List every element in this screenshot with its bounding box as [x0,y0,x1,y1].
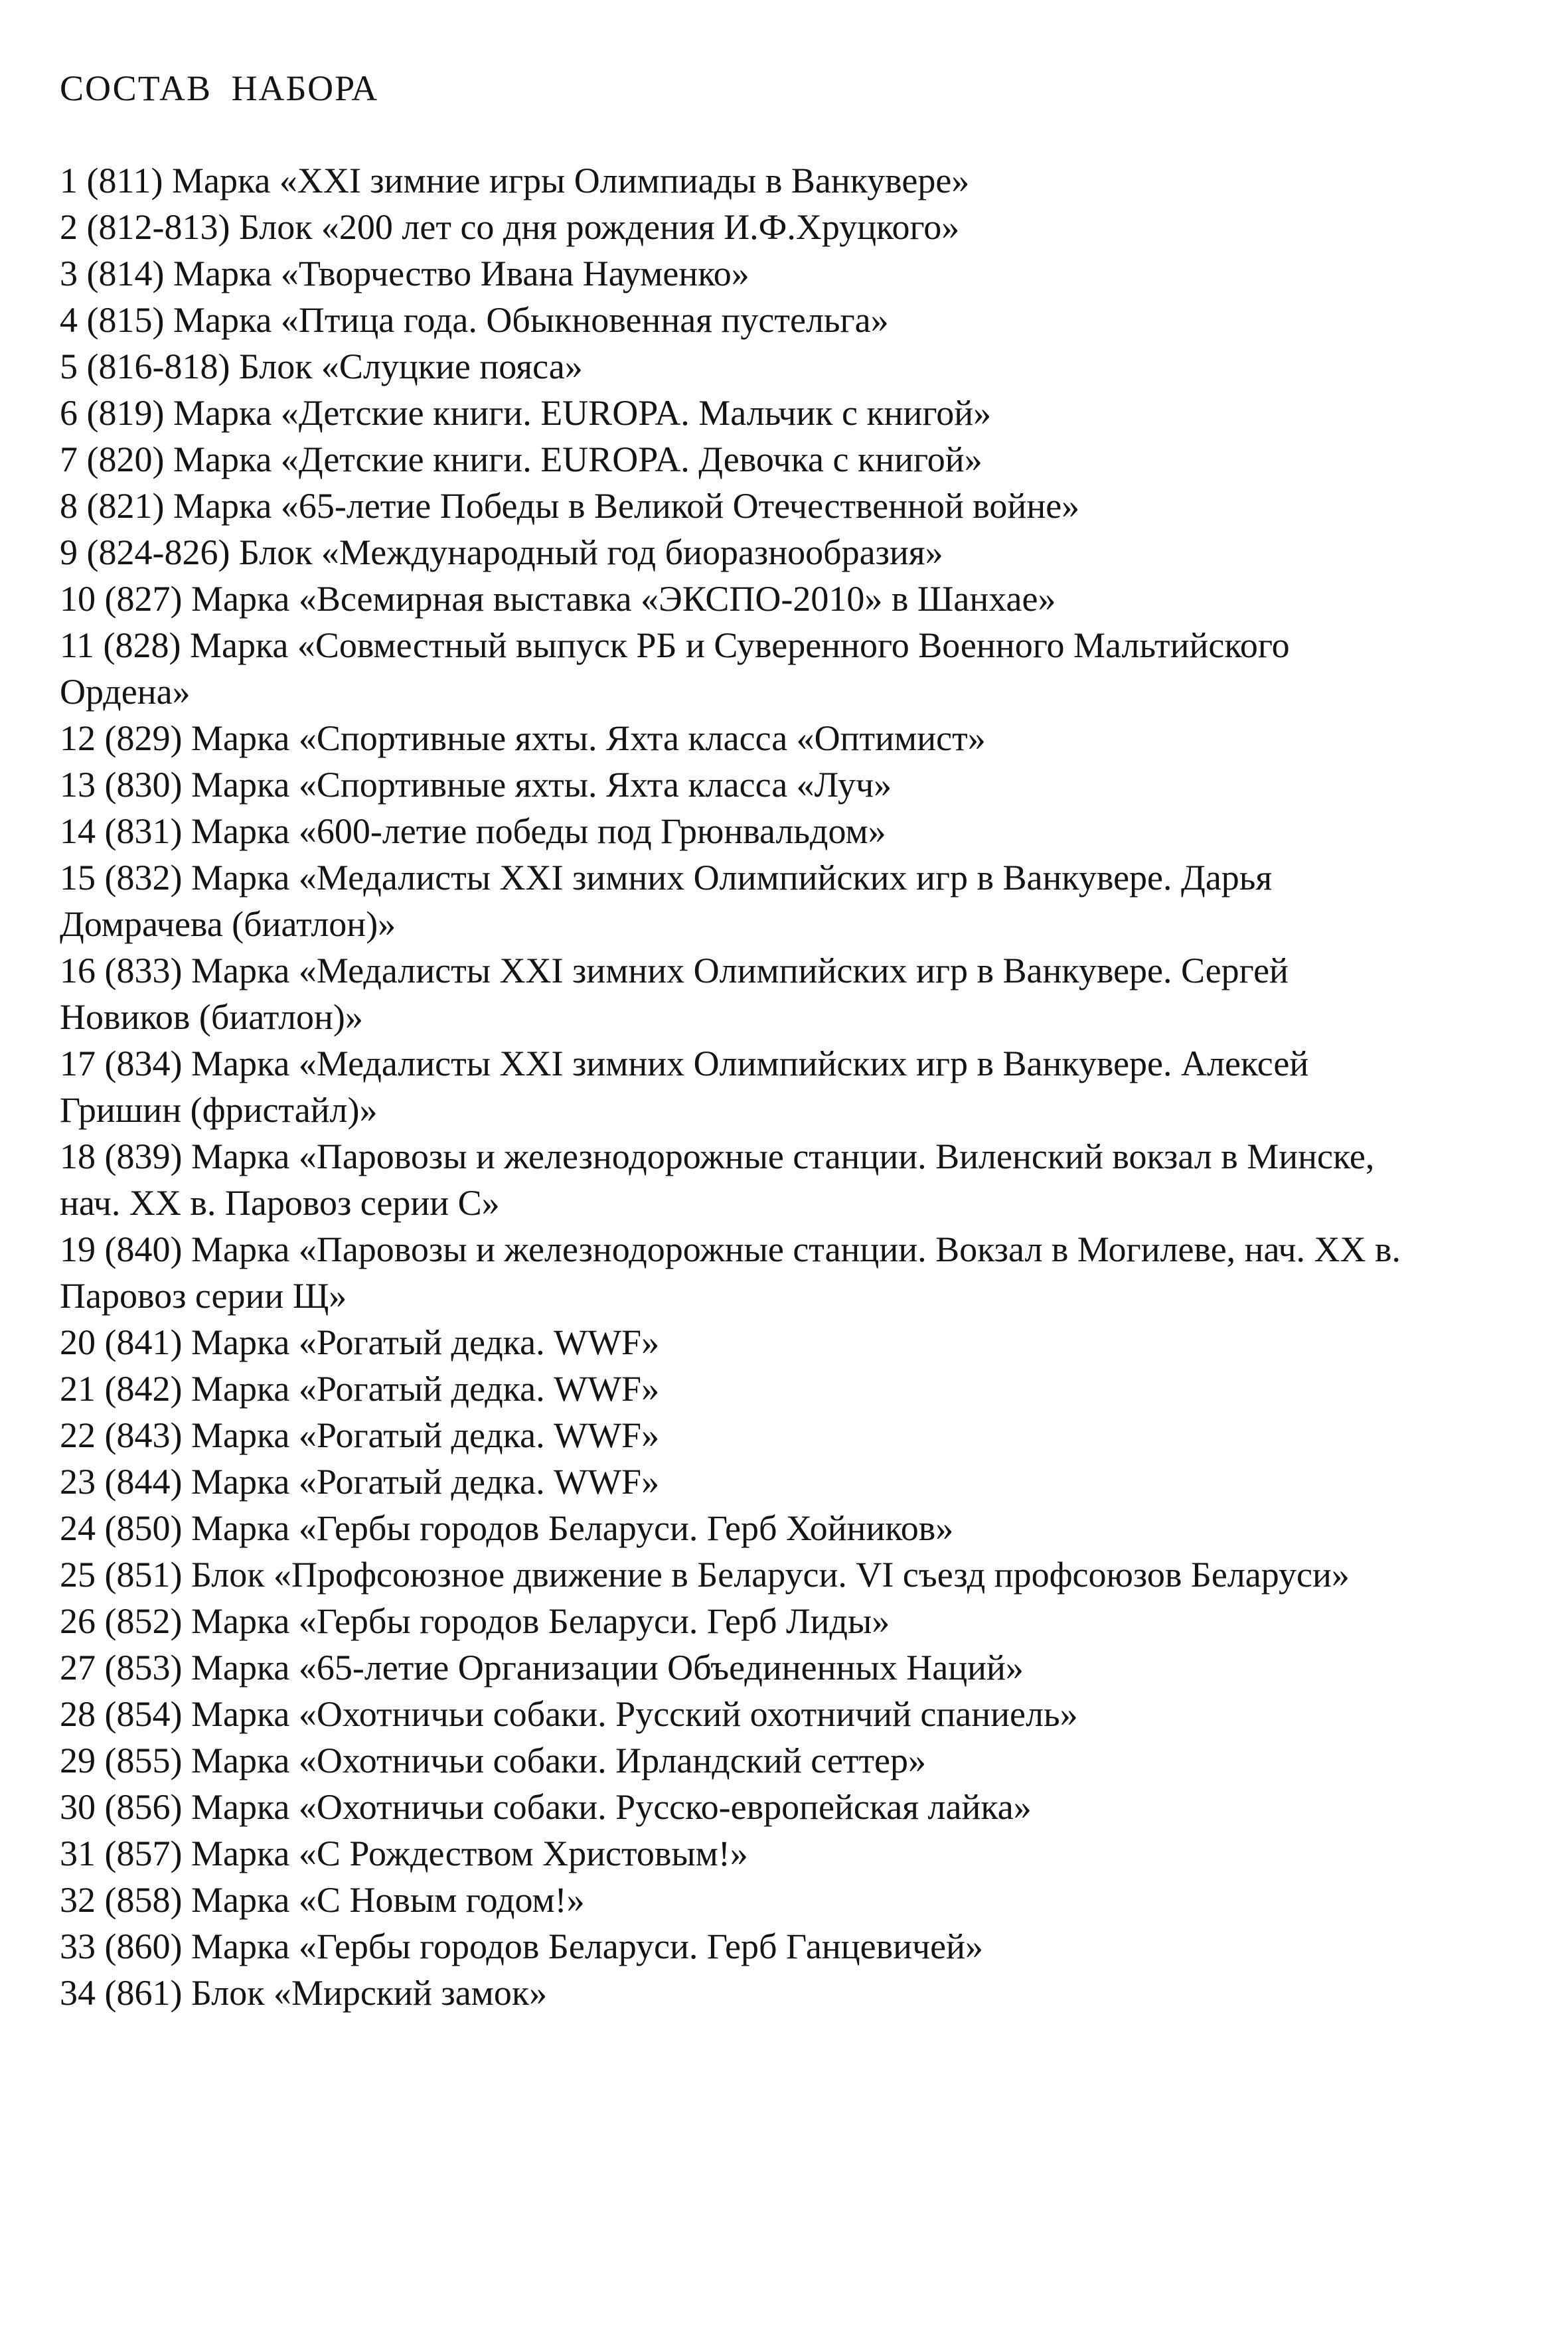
list-item: 23 (844) Марка «Рогатый дедка. WWF» [60,1462,660,1502]
list-item: 12 (829) Марка «Спортивные яхты. Яхта класса «Оптимист» [60,718,986,758]
list-item: 30 (856) Марка «Охотничьи собаки. Русско-европейская лайка» [60,1787,1032,1827]
list-item: 33 (860) Марка «Гербы городов Беларуси. Герб Ганцевичей» [60,1926,984,1966]
list-item: 21 (842) Марка «Рогатый дедка. WWF» [60,1369,660,1409]
list-item: 9 (824-826) Блок «Международный год биоразнообразия» [60,532,943,572]
list-item: 14 (831) Марка «600-летие победы под Грюнвальдом» [60,811,886,851]
list-item: 20 (841) Марка «Рогатый дедка. WWF» [60,1322,660,1362]
list-item: 27 (853) Марка «65-летие Организации Объединенных Наций» [60,1648,1024,1687]
list-item: 26 (852) Марка «Гербы городов Беларуси. Герб Лиды» [60,1601,890,1641]
list-item: 13 (830) Марка «Спортивные яхты. Яхта класса «Луч» [60,765,892,805]
list-item: 7 (820) Марка «Детские книги. EUROPA. Девочка с книгой» [60,439,982,479]
list-item: 6 (819) Марка «Детские книги. EUROPA. Мальчик с книгой» [60,393,992,433]
list-item: 32 (858) Марка «С Новым годом!» [60,1880,585,1920]
list-item: 31 (857) Марка «С Рождеством Христовым!» [60,1834,748,1873]
list-item: 34 (861) Блок «Мирский замок» [60,1973,548,2013]
list-item: 8 (821) Марка «65-летие Победы в Великой Отечественной войне» [60,486,1080,526]
list-item: 17 (834) Марка «Медалисты XXI зимних Олимпийских игр в Ванкувере. Алексей Гришин (фристайл)» [60,1044,1309,1130]
list-item: 29 (855) Марка «Охотничьи собаки. Ирландский сеттер» [60,1741,927,1780]
list-item: 5 (816-818) Блок «Слуцкие пояса» [60,347,583,386]
list-item: 24 (850) Марка «Гербы городов Беларуси. Герб Хойников» [60,1508,954,1548]
list-item: 19 (840) Марка «Паровозы и железнодорожные станции. Вокзал в Могилеве, нач. XX в. Паровоз серии Щ» [60,1229,1401,1316]
list-item: 28 (854) Марка «Охотничьи собаки. Русский охотничий спаниель» [60,1694,1078,1734]
list-item: 18 (839) Марка «Паровозы и железнодорожные станции. Виленский вокзал в Минске, нач. XX в. Паровоз серии С» [60,1137,1375,1223]
list-item: 3 (814) Марка «Творчество Ивана Науменко» [60,254,749,293]
item-list [60,157,1527,2016]
list-item: 11 (828) Марка «Совместный выпуск РБ и Суверенного Военного Мальтийского Ордена» [60,625,1290,712]
list-item: 16 (833) Марка «Медалисты XXI зимних Олимпийских игр в Ванкувере. Сергей Новиков (биатлон)» [60,951,1289,1037]
list-item: 25 (851) Блок «Профсоюзное движение в Беларуси. VI съезд профсоюзов Беларуси» [60,1555,1350,1595]
list-item: 2 (812-813) Блок «200 лет со дня рождения И.Ф.Хруцкого» [60,207,960,247]
list-item: 22 (843) Марка «Рогатый дедка. WWF» [60,1415,660,1455]
list-item: 10 (827) Марка «Всемирная выставка «ЭКСПО-2010» в Шанхае» [60,579,1056,619]
list-item: 15 (832) Марка «Медалисты XXI зимних Олимпийских игр в Ванкувере. Дарья Домрачева (биатлон)» [60,858,1273,944]
list-item: 4 (815) Марка «Птица года. Обыкновенная пустельга» [60,300,889,340]
page-title: СОСТАВ НАБОРА [60,68,379,108]
list-item: 1 (811) Марка «XXI зимние игры Олимпиады в Ванкувере» [60,161,970,200]
